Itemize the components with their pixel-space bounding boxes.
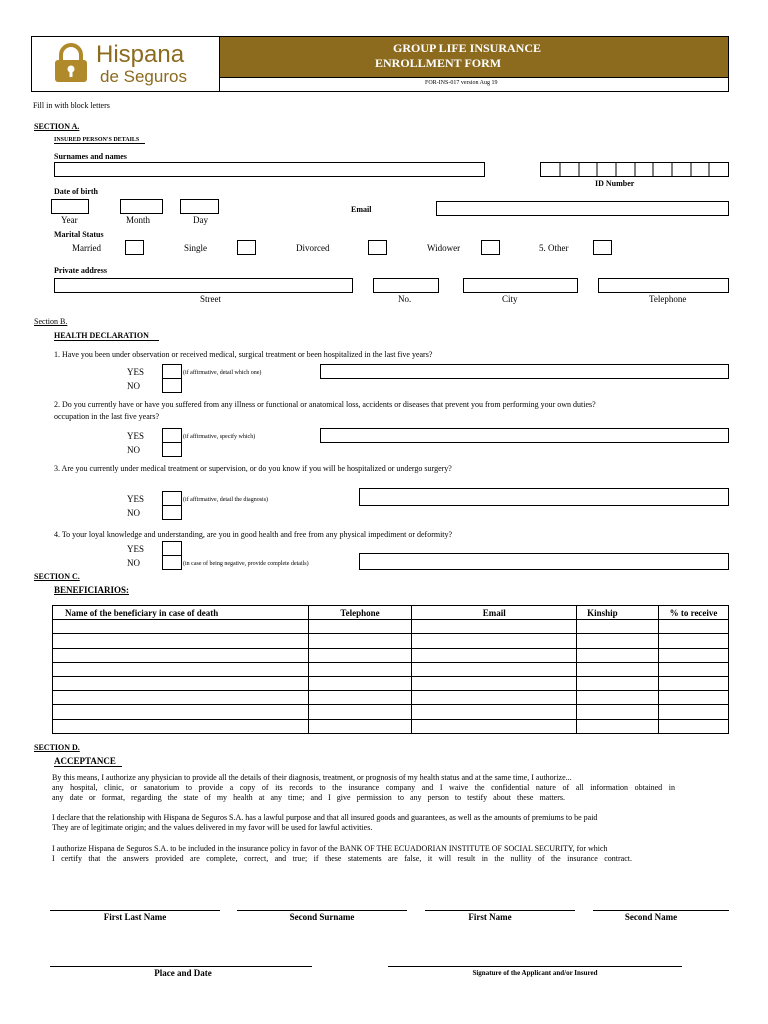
table-cell[interactable] [412, 691, 577, 705]
dob-label: Date of birth [54, 187, 98, 196]
divorced-checkbox[interactable] [368, 240, 387, 255]
q4-note: (in case of being negative, provide complete details) [183, 561, 309, 567]
q1-no-label: NO [127, 381, 140, 391]
id-number-cells [541, 163, 728, 176]
table-header-row [53, 606, 729, 620]
acceptance-p2-line2: They are of legitimate origin; and the values delivered in my favor will be used for lawful activities. [52, 823, 373, 832]
marital-divorced-label: Divorced [296, 243, 330, 253]
table-cell[interactable] [53, 620, 309, 634]
email-label: Email [351, 205, 372, 214]
version-bar [220, 77, 728, 91]
table-cell[interactable] [308, 648, 412, 662]
telephone-input[interactable] [598, 278, 729, 293]
table-cell[interactable] [53, 705, 309, 719]
col-email: Email [412, 606, 577, 620]
surnames-label: Surnames and names [54, 152, 127, 161]
form-header [31, 36, 729, 92]
q2-detail-input[interactable] [320, 428, 729, 443]
table-cell[interactable] [308, 620, 412, 634]
table-cell[interactable] [53, 691, 309, 705]
table-cell[interactable] [53, 648, 309, 662]
marital-widower-label: Widower [427, 243, 461, 253]
table-cell[interactable] [577, 676, 659, 690]
table-cell[interactable] [308, 634, 412, 648]
q4-yes-checkbox[interactable] [162, 541, 182, 556]
table-cell[interactable] [659, 691, 729, 705]
beneficiaries-table [52, 605, 729, 734]
form-title-line1: GROUP LIFE INSURANCE [393, 41, 542, 55]
logo-text-line2: de Seguros [100, 67, 187, 86]
signature-label: Signature of the Applicant and/or Insured [472, 969, 598, 977]
table-row [53, 634, 729, 648]
table-cell[interactable] [412, 719, 577, 733]
acceptance-p3-line1: I authorize Hispana de Seguros S.A. to be included in the insurance policy in favor of the BANK OF THE ECUADORIAN INSTITUTE OF SOCIAL SECURITY, for which [52, 844, 608, 853]
acceptance-p1-line3: any date or format, regarding the state of my health at any time; and I give permission to any person to testify about these matters. [52, 793, 565, 802]
table-cell[interactable] [308, 705, 412, 719]
marital-single-label: Single [184, 243, 208, 253]
table-cell[interactable] [412, 648, 577, 662]
q4-no-checkbox[interactable] [162, 555, 182, 570]
year-label: Year [61, 215, 78, 225]
section-a-subtitle: INSURED PERSON'S DETAILS [54, 137, 145, 144]
table-cell[interactable] [577, 691, 659, 705]
table-cell[interactable] [53, 719, 309, 733]
table-cell[interactable] [412, 620, 577, 634]
second-surname-label: Second Surname [289, 912, 355, 922]
logo-text-line1: Hispana [96, 41, 185, 68]
q2-yes-checkbox[interactable] [162, 428, 182, 443]
no-label: No. [398, 294, 412, 304]
q3-no-label: NO [127, 508, 140, 518]
widower-checkbox[interactable] [481, 240, 500, 255]
table-cell[interactable] [53, 634, 309, 648]
address-label: Private address [54, 266, 107, 275]
table-cell[interactable] [659, 719, 729, 733]
marital-married-label: Married [72, 243, 101, 253]
q1-note: (if affirmative, detail which one) [183, 370, 262, 376]
street-input[interactable] [54, 278, 353, 293]
table-cell[interactable] [577, 719, 659, 733]
signature-line[interactable] [388, 966, 682, 967]
month-label: Month [126, 215, 151, 225]
first-last-name-label: First Last Name [103, 912, 167, 922]
first-name-line[interactable] [425, 910, 575, 911]
second-name-label: Second Name [624, 912, 678, 922]
table-cell[interactable] [577, 705, 659, 719]
section-c-title: SECTION C. [34, 572, 80, 581]
q3-yes-label: YES [127, 494, 145, 504]
street-label: Street [200, 294, 221, 304]
question-2-line2: occupation in the last five years? [54, 412, 160, 421]
q2-yes-label: YES [127, 431, 145, 441]
email-input[interactable] [436, 201, 729, 216]
id-number-label: ID Number [595, 179, 635, 188]
lock-logo-icon [52, 43, 90, 83]
table-cell[interactable] [308, 676, 412, 690]
table-row [53, 620, 729, 634]
day-label: Day [193, 215, 208, 225]
marital-other-label: 5. Other [539, 243, 569, 253]
other-checkbox[interactable] [593, 240, 612, 255]
beneficiaries-body [53, 620, 729, 734]
table-cell[interactable] [53, 662, 309, 676]
table-row [53, 705, 729, 719]
q4-detail-input[interactable] [359, 553, 729, 570]
table-cell[interactable] [577, 634, 659, 648]
table-cell[interactable] [577, 662, 659, 676]
table-cell[interactable] [308, 691, 412, 705]
section-c-subtitle: BENEFICIARIOS: [54, 585, 130, 595]
acceptance-p3-line2: I certify that the answers provided are complete, correct, and true; if these statements are false, it will result in the nullity of the insurance contract. [52, 854, 632, 863]
table-cell[interactable] [412, 634, 577, 648]
place-date-line[interactable] [50, 966, 312, 967]
q3-note: (if affirmative, detail the diagnosis) [183, 497, 269, 503]
surnames-input[interactable] [54, 162, 485, 177]
section-d-title: SECTION D. [34, 743, 80, 752]
first-name-label: First Name [468, 912, 512, 922]
table-cell[interactable] [53, 676, 309, 690]
q1-yes-checkbox[interactable] [162, 364, 182, 379]
company-logo [32, 37, 220, 91]
second-name-line[interactable] [593, 910, 729, 911]
q2-no-label: NO [127, 445, 140, 455]
col-telephone: Telephone [308, 606, 412, 620]
marital-status-label: Marital Status [54, 230, 104, 239]
section-d-subtitle: ACCEPTANCE [54, 756, 122, 767]
acceptance-p1-line1: By this means, I authorize any physician to provide all the details of their diagnosis, treatment, or prognosis of my health status and at the same time, I authorize... [52, 773, 572, 782]
table-cell[interactable] [412, 662, 577, 676]
q4-no-label: NO [127, 558, 140, 568]
q1-yes-label: YES [127, 367, 145, 377]
table-cell[interactable] [659, 705, 729, 719]
col-percent: % to receive [659, 606, 729, 620]
question-1: 1. Have you been under observation or received medical, surgical treatment or been hospitalized in the last five years? [54, 350, 433, 359]
dob-day-input[interactable] [180, 199, 219, 214]
col-beneficiary-name: Name of the beneficiary in case of death [53, 606, 309, 620]
table-cell[interactable] [659, 634, 729, 648]
table-row [53, 691, 729, 705]
form-version: FOR-INS-017 version Aug 19 [425, 80, 498, 86]
q3-detail-input[interactable] [359, 488, 729, 506]
q4-yes-label: YES [127, 544, 145, 554]
q3-yes-checkbox[interactable] [162, 491, 182, 506]
id-number-input[interactable] [540, 162, 729, 177]
section-b-subtitle: HEALTH DECLARATION [54, 331, 159, 341]
section-b-title: Section B. [34, 317, 68, 326]
question-4: 4. To your loyal knowledge and understanding, are you in good health and free from any physical impediment or deformity? [54, 530, 453, 539]
table-cell[interactable] [577, 648, 659, 662]
table-cell[interactable] [577, 620, 659, 634]
question-3: 3. Are you currently under medical treatment or supervision, or do you know if you will be hospitalized or undergo surgery? [54, 464, 452, 473]
q3-no-checkbox[interactable] [162, 505, 182, 520]
second-surname-line[interactable] [237, 910, 407, 911]
table-cell[interactable] [659, 620, 729, 634]
first-last-name-line[interactable] [50, 910, 220, 911]
question-2-line1: 2. Do you currently have or have you suffered from any illness or functional or anatomical loss, accidents or diseases that prevent you from performing your own duties? [54, 400, 596, 409]
table-row [53, 719, 729, 733]
table-cell[interactable] [659, 648, 729, 662]
city-label: City [502, 294, 518, 304]
telephone-label: Telephone [649, 294, 687, 304]
table-cell[interactable] [308, 662, 412, 676]
address-no-input[interactable] [373, 278, 439, 293]
q1-detail-input[interactable] [320, 364, 729, 379]
acceptance-p1-line2: any hospital, clinic, or sanatorium to provide a copy of its records to the insurance company and I waive the confidential nature of all information obtained in [52, 783, 675, 792]
table-cell[interactable] [412, 676, 577, 690]
dob-month-input[interactable] [120, 199, 163, 214]
place-date-label: Place and Date [154, 968, 212, 978]
table-cell[interactable] [659, 676, 729, 690]
form-title-bar [220, 37, 728, 77]
married-checkbox[interactable] [125, 240, 144, 255]
table-row [53, 676, 729, 690]
col-kinship: Kinship [577, 606, 659, 620]
table-cell[interactable] [412, 705, 577, 719]
dob-year-input[interactable] [51, 199, 89, 214]
section-a-title: SECTION A. [34, 122, 80, 131]
q1-no-checkbox[interactable] [162, 378, 182, 393]
instructions: Fill in with block letters [33, 101, 110, 110]
form-title-line2: ENROLLMENT FORM [375, 56, 502, 70]
q2-no-checkbox[interactable] [162, 442, 182, 457]
table-row [53, 662, 729, 676]
table-cell[interactable] [659, 662, 729, 676]
city-input[interactable] [463, 278, 578, 293]
q2-note: (if affirmative, specify which) [183, 434, 256, 440]
table-cell[interactable] [308, 719, 412, 733]
acceptance-p2-line1: I declare that the relationship with Hispana de Seguros S.A. has a lawful purpose and that all insured goods and guarantees, as well as the amounts of premiums to be paid [52, 813, 598, 822]
single-checkbox[interactable] [237, 240, 256, 255]
table-row [53, 648, 729, 662]
